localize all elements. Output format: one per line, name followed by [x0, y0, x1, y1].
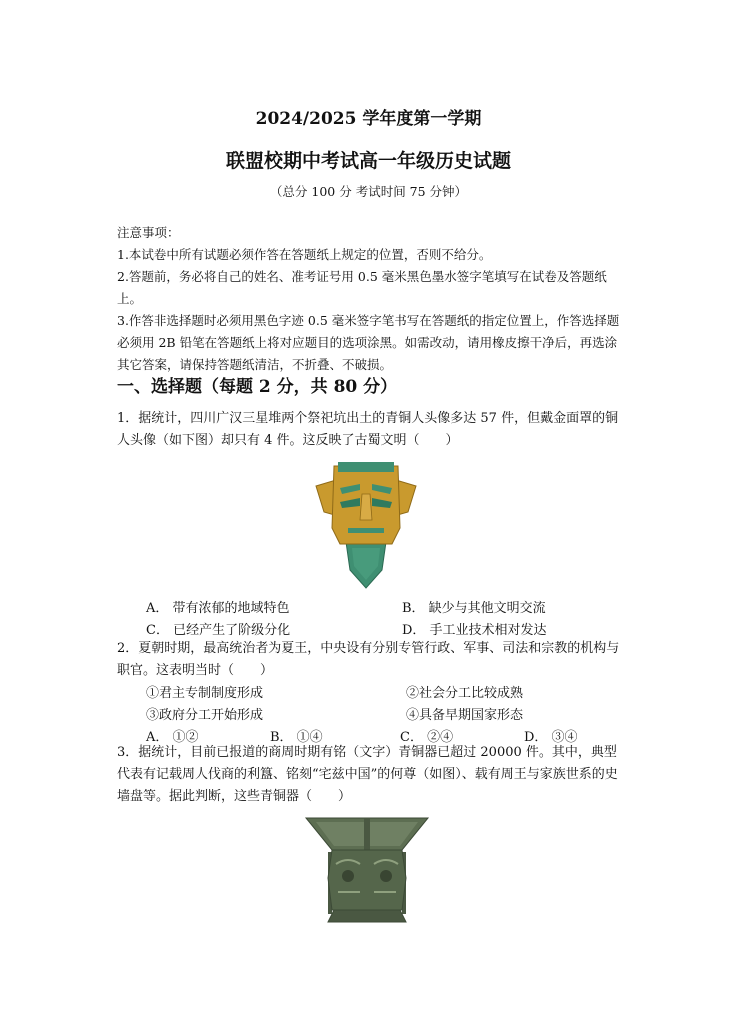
- q2-option-c: C． ②④: [400, 730, 454, 745]
- notes-item-3: 3.作答非选择题时必须用黑色字迹 0.5 毫米签字笔书写在答题纸的指定位置上，作答选择题必须用 2B 铅笔在答题纸上将对应题目的选项涂黑。如需改动，请用橡皮擦干净后，再选涂其它答案，请保持答题纸清洁，不折叠、不破损。: [117, 313, 620, 372]
- question-2-stem: [117, 638, 622, 682]
- q2-statement-1: ①君主专制制度形成: [146, 686, 264, 701]
- question-2-text: 2．夏朝时期，最高统治者为夏王，中央设有分别专管行政、军事、司法和宗教的机构与职官。这表明当时（ ）: [117, 641, 620, 678]
- q2-statement-3: ③政府分工开始形成: [146, 708, 264, 723]
- notes-block: [117, 222, 622, 376]
- notes-item-2: 2.答题前，务必将自己的姓名、准考证号用 0.5 毫米黑色墨水签字笔填写在试卷及答题纸上。: [117, 269, 607, 306]
- question-3-text: 3．据统计，目前已报道的商周时期有铭（文字）青铜器已超过 20000 件。其中，典型代表有记载周人伐商的利簋、铭刻“宅兹中国”的何尊（如图）、载有周王与家族世系的史墙盘等。据此判断，这些青铜器（ ）: [117, 745, 618, 804]
- q1-option-d: D． 手工业技术相对发达: [402, 623, 547, 638]
- q2-option-a: A． ①②: [146, 730, 199, 745]
- exam-title-main: 联盟校期中考试高一年级历史试题: [225, 150, 511, 172]
- q2-option-d: D． ③④: [524, 730, 578, 745]
- question-3-stem: [117, 742, 622, 808]
- exam-subtitle: （总分 100 分 考试时间 75 分钟）: [269, 184, 468, 199]
- q1-option-a: A． 带有浓郁的地域特色: [146, 601, 290, 616]
- q2-statement-2: ②社会分工比较成熟: [406, 686, 524, 701]
- he-zun-bronze-vessel-image: [302, 808, 432, 924]
- section-title: 一、选择题（每题 2 分，共 80 分）: [117, 377, 398, 397]
- notes-item-1: 1.本试卷中所有试题必须作答在答题纸上规定的位置，否则不给分。: [117, 247, 492, 262]
- gold-mask-bronze-head-image: [302, 458, 430, 590]
- question-1-text: 1．据统计，四川广汉三星堆两个祭祀坑出土的青铜人头像多达 57 件，但戴金面罩的铜人头像（如下图）却只有 4 件。这反映了古蜀文明（ ）: [117, 411, 619, 448]
- q2-option-b: B． ①④: [270, 730, 323, 745]
- q1-option-c: C． 已经产生了阶级分化: [146, 623, 291, 638]
- q2-statement-4: ④具备早期国家形态: [406, 708, 524, 723]
- exam-title-term: 2024/2025 学年度第一学期: [255, 109, 482, 129]
- question-1-stem: [117, 408, 622, 452]
- q1-option-b: B． 缺少与其他文明交流: [402, 601, 546, 616]
- notes-heading: 注意事项：: [117, 225, 180, 240]
